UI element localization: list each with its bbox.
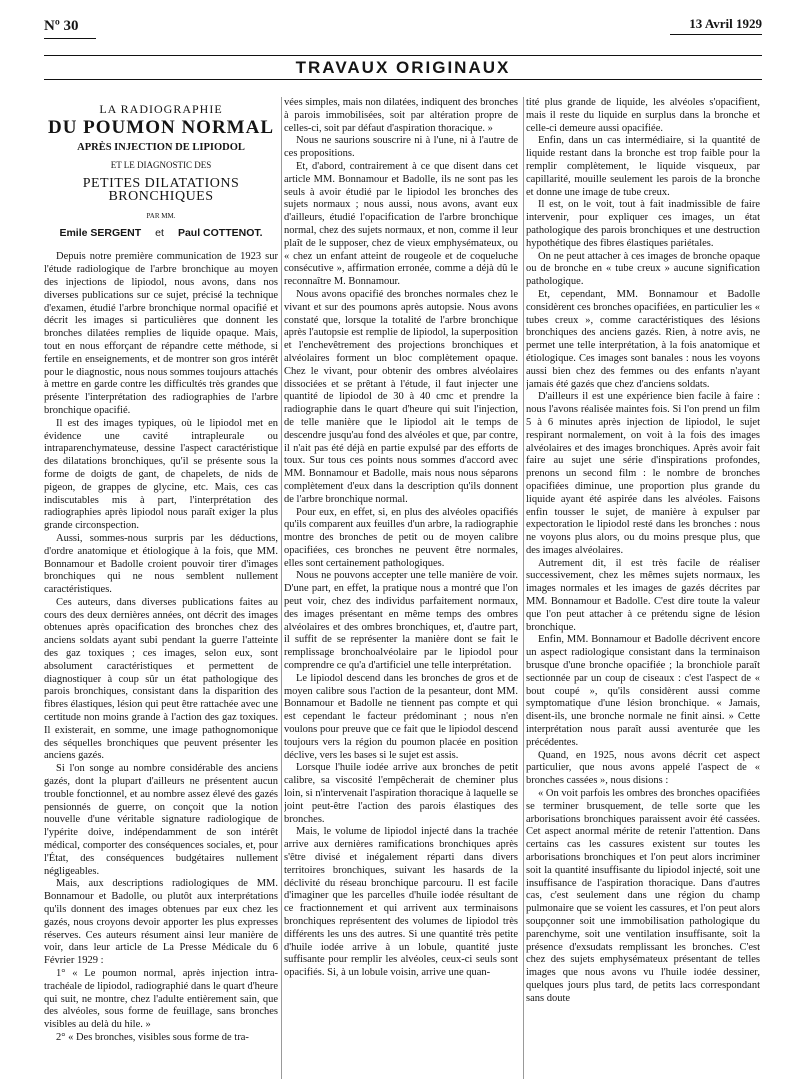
paragraph: Il est, on le voit, tout à fait inadmissible de faire intervenir, pour expliquer ces images, un état pathologique des parois bronchiques et une destruction hypothétique des fibres élastiques pariétales.	[526, 199, 760, 249]
title-line-2: DU POUMON NORMAL	[47, 116, 275, 138]
issue-date: 13 Avril 1929	[689, 16, 762, 31]
by-line: PAR MM.	[146, 211, 176, 220]
paragraph: 1° « Le poumon normal, après injection intra-trachéale de lipiodol, radiographié dans le quart d'heure qui suit, ne montre, chez l'adulte entièrement sain, que des alvéoles, sous forme de feuillage, sans bronches visibles au delà du hile. »	[44, 968, 278, 1031]
page-header	[44, 14, 762, 38]
title-line-1: LA RADIOGRAPHIE	[99, 102, 223, 116]
paragraph: On ne peut attacher à ces images de bronche opaque ou de bronche en « tube creux » aucune signification pathologique.	[526, 250, 760, 288]
column-3	[526, 97, 760, 1079]
author-cottenot: Paul COTTENOT.	[177, 226, 263, 239]
authors-conjunction: et	[155, 226, 164, 239]
column-divider	[281, 97, 282, 1079]
title-line-3: APRÈS INJECTION DE LIPIODOL	[77, 141, 245, 153]
paragraph: Nous ne saurions souscrire ni à l'une, ni à l'autre de ces propositions.	[284, 135, 518, 160]
paragraph: tité plus grande de liquide, les alvéoles s'opacifient, mais il reste du liquide en surplus dans la bronche et celle-ci demeure aussi opacifiée.	[526, 97, 760, 134]
issue-underline	[44, 38, 96, 39]
paragraph: Nous avons opacifié des bronches normales chez le vivant et sur des poumons après autopsie. Nous avons constaté que, lorsque la totalité de l'arbre bronchique après l'autopsie est remplie de lipiodol, la superposition et l'enchevêtrement des projections bronchiques et alvéolaires forment un bloc complètement opaque. Chez le vivant, pour obtenir des ombres alvéolaires dissociées et se prêtant à l'étude, il faut injecter une quantité de lipiodol de 30 à 40 cmc et prendre la radiographie dans le quart d'heure qui suit l'injection, de telle manière que le lipiodol ait le temps de descendre jusqu'au fond des alvéoles et que, par contre, il n'ait pas été déjà en partie expulsé par des efforts de toux. Sur tous ces points nous sommes d'accord avec MM. Bonnamour et Badolle, mais nous nous séparons complètement d'eux dans la description qu'ils donnent de l'arbre bronchique normal.	[284, 288, 518, 505]
header-rule-bottom	[44, 79, 762, 80]
issue-number	[44, 18, 79, 35]
paragraph: Depuis notre première communication de 1923 sur l'étude radiologique de l'arbre bronchique au moyen des injections de lipiodol, nous avons, dans nos diverses publications sur ce sujet, précisé la technique d'examen, étudié l'arbre bronchique normal opacifié et décrit les images si particulières que donnent les bronches dilatées remplies de liquide opaque. Mais, tout en nous efforçant de répandre cette méthode, si fertile en enseignements, et de montrer son gros intérêt pour le diagnostic, nous nous sommes toujours attachés à mettre en garde contre les difficultés très grandes que présente l'interprétation des radiographies de l'arbre bronchique opacifié.	[44, 251, 278, 416]
article-title-block	[44, 103, 278, 239]
paragraph: D'ailleurs il est une expérience bien facile à faire : nous l'avons réalisée maintes fois. Si l'on prend un film 5 à 6 minutes après injection de lipiodol, le sujet respirant normalement, on voit à la fois des images alvéolaires et des images bronchiques. Après avoir fait faire au sujet une série d'inspirations profondes, prenons un second film : le nombre de bronches opacifiées diminue, une proportion plus grande du liquide ayant été aspirée dans les alvéoles. Faisons enfin tousser le sujet, de manière à expulser par expectoration le lipiodol resté dans les bronches : nous ne voyons plus alors, ou du moins presque plus, que des images alvéolaires.	[526, 391, 760, 556]
paragraph: Nous ne pouvons accepter une telle manière de voir. D'une part, en effet, la pratique nous a montré que l'on peut voir, chez des individus parfaitement normaux, des images présentant en même temps des ombres alvéolaires et des ombres bronchiques, et, d'autre part, il suffit de se représenter la manière dont se fait le remplissage bronchoalvéolaire par le lipiodol pour comprendre ce qu'a d'artificiel une telle interprétation.	[284, 570, 518, 672]
paragraph: Si l'on songe au nombre considérable des anciens gazés, dont la plupart d'ailleurs ne présentent aucun trouble fonctionnel, et au nombre assez élevé des gazés pensionnés de guerre, on conçoit que la notion nouvelle d'une véritable signature radiologique de l'ypérite doive, indépendamment de son intérêt médical, comporter des conséquences sociales, et, pour l'État, des conséquences budgétaires nullement négligeables.	[44, 763, 278, 877]
column-1	[44, 97, 278, 1079]
title-line-4: ET LE DIAGNOSTIC DES	[110, 160, 212, 171]
author-sergent: Emile SERGENT	[59, 226, 142, 239]
issue-label: Nº 30	[44, 18, 79, 34]
paragraph: Enfin, MM. Bonnamour et Badolle décrivent encore un aspect radiologique consistant dans la terminaison brusque d'une bronche opacifiée ; la bronchiole paraît sectionnée par un coup de ciseaux : c'est l'aspect de « bout coupé », qu'ils considèrent aussi comme symptomatique d'une lésion bronchique. « Jamais, disent-ils, une bronche normale ne finit ainsi. » Cette interprétation nous paraît aussi aventurée que les précédentes.	[526, 634, 760, 748]
section-heading: TRAVAUX ORIGINAUX	[295, 58, 511, 77]
authors	[44, 227, 278, 240]
column-2	[284, 97, 518, 1079]
paragraph: Ces auteurs, dans diverses publications faites au cours des deux dernières années, ont décrit des images obtenues après opacification des bronches chez des anciens soldats ayant subi pendant la guerre l'atteinte des gaz toxiques ; ces images, selon eux, sont absolument caractéristiques et permettent de diagnostiquer à coup sûr un état pathologique des parois bronchiques, consistant dans la disparition des fibres élastiques, lésion qui peut être rattachée avec une certitude non moins grande à l'action des gaz toxiques. Il existerait, en somme, une image pathognomonique des séquelles bronchiques que peuvent présenter les anciens gazés.	[44, 596, 278, 762]
paragraph: Le lipiodol descend dans les bronches de gros et de moyen calibre sous l'action de la pesanteur, dont MM. Bonnamour et Badolle ne tiennent pas compte et qui est cependant le facteur prédominant ; nous n'en voulons pour preuve que ce fait que le lipiodol descend toujours vers la région du poumon placée en position déclive, vers les bases si le sujet est assis.	[284, 672, 518, 761]
paragraph: Et, cependant, MM. Bonnamour et Badolle considèrent ces bronches opacifiées, en particulier les « tubes creux », comme caractéristiques des lésions bronchiques des anciens gazés. Rien, à notre avis, ne permet une telle interprétation, à la fois anatomique et étiologique. Ces images sont banales : nous les voyons aussi bien chez des femmes ou des enfants n'ayant jamais été gazés que chez d'anciens soldats.	[526, 288, 760, 390]
paragraph: Et, d'abord, contrairement à ce que disent dans cet article MM. Bonnamour et Badolle, ils ne sont pas les seuls à avoir étudié par le lipiodol les bronches des sujets normaux ; nous aussi, nous avons, avant eux d'ailleurs, étudié l'opacification de l'arbre bronchique normal, chez des sujets normaux, et non, comme il leur plaît de le supposer, chez de vieux emphysémateux, ou « chez un enfant atteint de rougeole et de coqueluche consécutive », affirmation erronée, comme a déjà dû le reconnaître M. Bonnamour.	[284, 160, 518, 288]
paragraph: Il est des images typiques, où le lipiodol met en évidence une cavité intrapleurale ou intraparenchymateuse, dessine l'aspect caractéristique des dilatations bronchiques, qu'il se présente sous la forme de doigts de gant, de chapelets, de nids de pigeon, de grappes de glycine, etc. Mais, ces cas indiscutables mis à part, l'interprétation des radiographies après lipiodol nous paraît exiger la plus grande circonspection.	[44, 417, 278, 532]
date-underline	[670, 34, 762, 35]
column-divider	[523, 97, 524, 1079]
paragraph: vées simples, mais non dilatées, indiquent des bronches à parois immobilisées, soit par altération propre de celles-ci, soit par défaut d'aspiration thoracique. »	[284, 97, 518, 134]
paragraph: Mais, le volume de lipiodol injecté dans la trachée arrive aux dernières ramifications bronchiques après s'être divisé et inégalement réparti dans divers territoires bronchiques, suivant les hasards de la déclivité du réseau bronchique parcouru. Il est facile d'imaginer que les parcelles d'huile iodée résultant de ce fractionnement et qui arrivent aux terminaisons bronchiques représentent des volumes de lipiodol très différents les uns des autres. Si une quantité très petite d'huile iodée arrive à un lobule, quantité juste suffisante pour remplir les alvéoles, ceux-ci seuls sont opacifiés. Si, à un lobule voisin, arrive une quan-	[284, 826, 518, 979]
paragraph: Mais, aux descriptions radiologiques de MM. Bonnamour et Badolle, ou plutôt aux interprétations qu'ils donnent des images obtenues par eux chez les gazés, nous croyons devoir apporter les plus expresses réserves. Ces auteurs résument ainsi leur manière de voir, dans leur article de La Presse Médicale du 6 Février 1929 :	[44, 878, 278, 967]
paragraph: Autrement dit, il est très facile de réaliser successivement, chez les mêmes sujets normaux, les images normales et les images de gazés décrites par MM. Bonnamour et Badolle. C'est dire toute la valeur que l'on peut attacher à ce prétendu signe de lésion bronchique.	[526, 557, 760, 633]
paragraph: 2° « Des bronches, visibles sous forme de tra-	[56, 1031, 249, 1043]
paragraph: Lorsque l'huile iodée arrive aux bronches de petit calibre, sa viscosité l'empêcherait de cheminer plus loin, si n'intervenait l'aspiration thoracique à laquelle se joint peut-être l'action des parois élastiques des bronches.	[284, 762, 518, 825]
paragraph: « On voit parfois les ombres des bronches opacifiées se terminer brusquement, de telle sorte que les arborisations bronchiques paraissent avoir été cassées. Cet aspect anormal mérite de retenir l'attention. Dans certains cas les cassures existent sur toutes les arborisations bronchiques et l'on peut alors incriminer soit la quantité insuffisante du lipiodol injecté, soit une insuffisance de l'aspiration thoracique. Dans d'autres cas, c'est seulement dans une région du champ pulmonaire que se voient les cassures, et l'on peut alors soupçonner soit une immobilisation pathologique du parenchyme, soit une ventilation insuffisante, soit la présence d'exsudats remplissant les bronches. C'est chez des sujets emphysémateux présentant de telles images que nous avons vu l'huile iodée dessiner, quelques jours plus tard, de petits lacs correspondant sans doute	[526, 788, 760, 1004]
article-body	[44, 97, 779, 1079]
header-rule-top	[44, 55, 762, 56]
paragraph: Quand, en 1925, nous avons décrit cet aspect particulier, que nous avons appelé l'aspect de « bronches cassées », nous disions :	[526, 749, 760, 787]
paragraph: Enfin, dans un cas intermédiaire, si la quantité de liquide restant dans la bronche est trop faible pour la remplir complètement, le liquide visqueux, par capillarité, mouille seulement les parois de la bronche et donne une image de tube creux.	[526, 135, 760, 198]
paragraph: Pour eux, en effet, si, en plus des alvéoles opacifiés qu'ils comparent aux feuilles d'un arbre, la radiographie montre des bronches de petit ou de moyen calibre opacifiées, ces bronches ne peuvent être normales, elles sont certainement pathologiques.	[284, 506, 518, 569]
title-line-5: PETITES DILATATIONS BRONCHIQUES	[82, 176, 240, 204]
paragraph: Aussi, sommes-nous surpris par les déductions, d'ordre anatomique et étiologique à la fois, que MM. Bonnamour et Badolle croient pouvoir tirer d'images bronchiques qui ne nous semblent nullement caractéristiques.	[44, 532, 278, 596]
